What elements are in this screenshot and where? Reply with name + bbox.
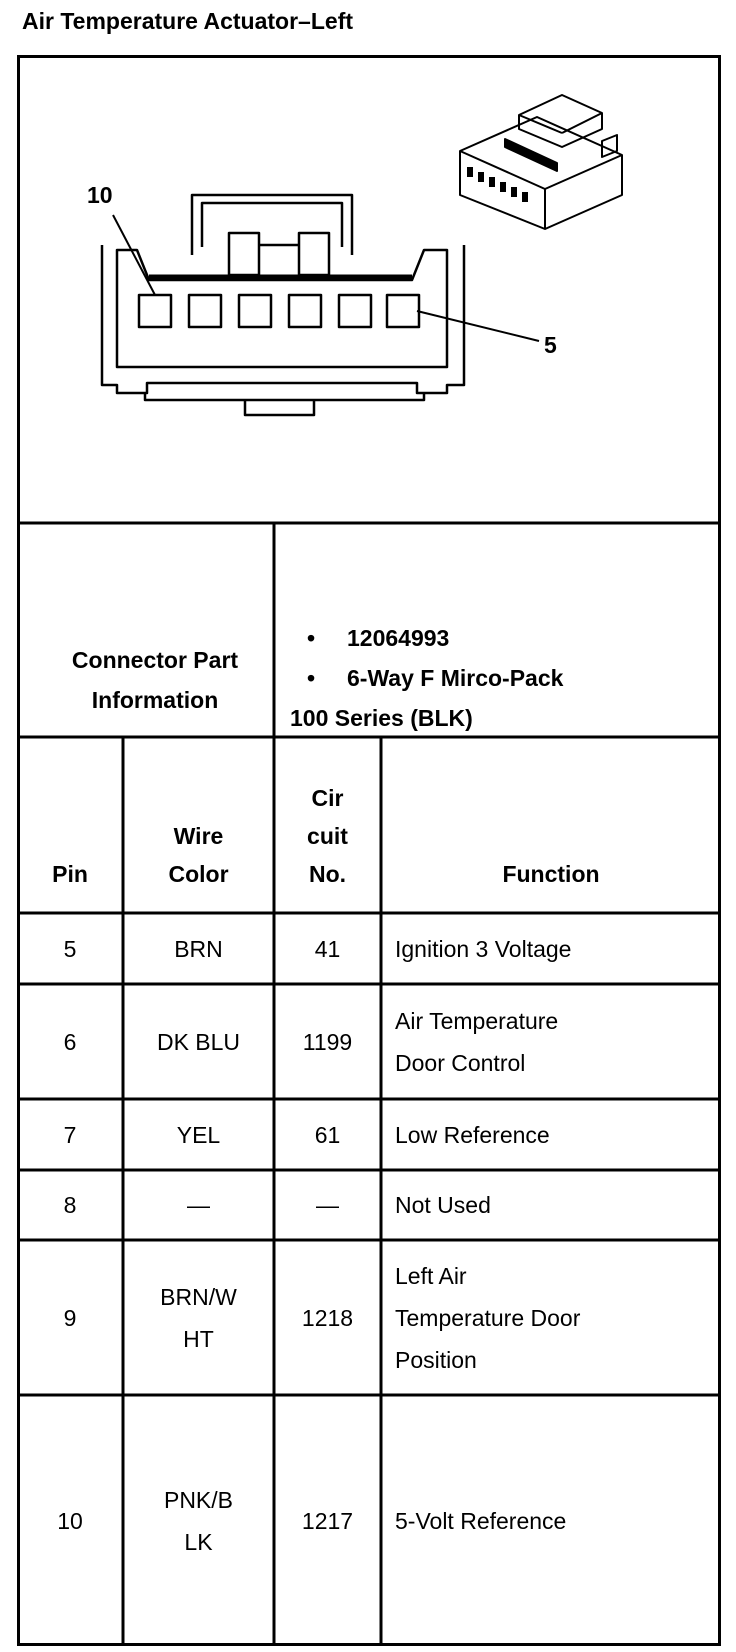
- cell-function-line: Low Reference: [395, 1121, 550, 1148]
- callout-pin-5: 5: [544, 332, 557, 358]
- page-title: Air Temperature Actuator–Left: [22, 8, 354, 34]
- header-circuit-line3: No.: [308, 861, 347, 887]
- cell-function: [395, 1184, 715, 1226]
- header-circuit: [274, 779, 381, 893]
- cell-function-line: Position: [395, 1346, 477, 1373]
- cell-wire-color: [123, 1479, 274, 1563]
- cell-function-line: Ignition 3 Voltage: [395, 935, 572, 962]
- connector-info-label: [17, 640, 293, 720]
- cell-circuit-line: 61: [314, 1121, 341, 1148]
- cell-circuit-line: 41: [314, 935, 341, 962]
- cell-wire-color-line: HT: [183, 1325, 214, 1352]
- cell-wire-color: [123, 1276, 274, 1360]
- cell-function: [395, 1000, 715, 1084]
- cell-pin: [17, 1297, 123, 1339]
- cell-pin-line: 7: [63, 1121, 77, 1148]
- cell-function-line: Air Temperature: [395, 1007, 559, 1034]
- cell-function-line: 5-Volt Reference: [395, 1507, 567, 1534]
- cell-wire-color-line: YEL: [176, 1121, 221, 1148]
- cell-circuit: [274, 1021, 381, 1063]
- cell-pin-line: 5: [63, 935, 77, 962]
- connector-info-label-line1: Connector Part: [71, 647, 239, 673]
- cell-circuit: [274, 928, 381, 970]
- connector-isometric-view: [460, 95, 622, 229]
- cell-function: [395, 1255, 715, 1381]
- cell-circuit: [274, 1184, 381, 1226]
- cell-pin: [17, 1184, 123, 1226]
- cell-function: [395, 1114, 715, 1156]
- cell-circuit-line: 1217: [301, 1507, 354, 1534]
- part-number-line: [307, 618, 563, 658]
- cell-pin-line: 8: [63, 1192, 77, 1218]
- header-function: Function: [502, 861, 600, 887]
- cell-circuit: [274, 1500, 381, 1542]
- callout-pin-10: 10: [87, 182, 113, 208]
- cell-pin: [17, 1500, 123, 1542]
- cell-wire-color-line: PNK/B: [163, 1486, 234, 1513]
- bullet-icon: •: [307, 665, 316, 691]
- connector-front-view: [102, 195, 539, 415]
- cell-wire-color-line: BRN: [174, 935, 223, 962]
- cell-wire-color: [123, 1184, 274, 1226]
- header-pin: Pin: [52, 861, 88, 887]
- cell-wire-color-line: LK: [184, 1528, 213, 1555]
- bullet-icon: •: [307, 625, 316, 651]
- cell-circuit-line: —: [316, 1192, 339, 1218]
- connector-info-value: [290, 618, 564, 738]
- cell-circuit: [274, 1114, 381, 1156]
- cell-function-line: Left Air: [395, 1262, 467, 1289]
- cell-pin: [17, 1114, 123, 1156]
- header-wire-color-line1: Wire: [173, 823, 224, 849]
- cell-pin-line: 6: [63, 1028, 77, 1055]
- cell-function-line: Door Control: [395, 1049, 526, 1076]
- cell-function-line: Not Used: [395, 1192, 491, 1218]
- cell-circuit: [274, 1297, 381, 1339]
- header-circuit-line2: cuit: [307, 823, 348, 849]
- header-wire-color-line2: Color: [168, 861, 229, 887]
- cell-circuit-line: 1199: [302, 1028, 353, 1055]
- header-wire-color: [123, 817, 274, 893]
- cell-wire-color: [123, 1021, 274, 1063]
- cell-wire-color-line: BRN/W: [160, 1283, 237, 1310]
- cell-pin: [17, 928, 123, 970]
- part-number: 12064993: [347, 625, 450, 651]
- cell-function: [395, 1500, 715, 1542]
- part-description: 6-Way F Mirco-Pack: [347, 665, 564, 691]
- cell-pin: [17, 1021, 123, 1063]
- part-series: 100 Series (BLK): [290, 705, 473, 731]
- cell-pin-line: 9: [63, 1304, 77, 1331]
- cell-wire-color: [123, 928, 274, 970]
- cell-wire-color: [123, 1114, 274, 1156]
- cell-function: [395, 928, 715, 970]
- cell-function-line: Temperature Door: [395, 1304, 581, 1331]
- part-desc-line: [307, 658, 563, 698]
- cell-wire-color-line: —: [187, 1192, 210, 1218]
- connector-info-label-line2: Information: [91, 687, 219, 713]
- cell-circuit-line: 1218: [301, 1304, 354, 1331]
- connector-sheet: [17, 55, 721, 1646]
- header-circuit-line1: Cir: [311, 785, 344, 811]
- cell-pin-line: 10: [57, 1507, 83, 1534]
- cell-wire-color-line: DK BLU: [156, 1028, 241, 1055]
